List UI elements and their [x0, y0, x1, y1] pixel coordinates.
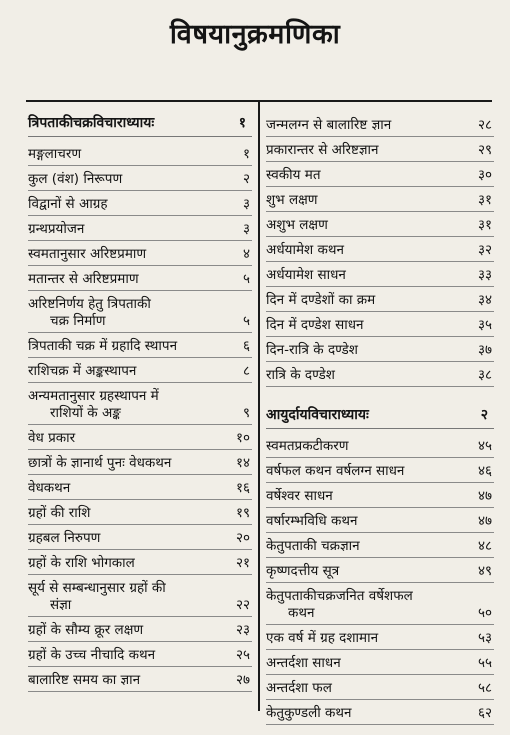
- toc-entry-title: [28, 430, 220, 447]
- toc-entry-page: १६: [235, 480, 250, 496]
- chapter-title: त्रिपताकीचक्रविचाराध्यायः: [28, 115, 155, 131]
- toc-entry-page: ५: [242, 271, 250, 287]
- toc-entry-page: ६२: [477, 705, 492, 721]
- toc-entry-page: १४: [235, 455, 250, 471]
- toc-entry: [28, 454, 252, 475]
- toc-entry-line: कृष्णदत्तीय सूत्र: [266, 563, 340, 579]
- toc-entry-title: [266, 438, 462, 455]
- toc-entry-title: [28, 221, 220, 238]
- toc-entry: [28, 270, 252, 291]
- toc-entry-page: २५: [235, 647, 250, 663]
- toc-entry-page: ३५: [477, 317, 492, 333]
- toc-entry: [28, 554, 252, 575]
- toc-entry-page: २९: [477, 142, 492, 158]
- toc-entry: [28, 579, 252, 617]
- toc-entry-line: ग्रन्थप्रयोजन: [28, 221, 85, 237]
- toc-entry-line: ग्रहों की राशि: [28, 505, 91, 521]
- toc-entry-line: अर्धयामेश कथन: [266, 242, 344, 258]
- toc-entry: [266, 487, 494, 508]
- toc-entry: [28, 429, 252, 450]
- toc-entry-page: ३२: [477, 242, 492, 258]
- toc-entry-page: २: [242, 171, 250, 187]
- toc-entry-page: ५: [242, 313, 250, 329]
- toc-entry-title: [28, 480, 220, 497]
- toc-entry-page: १: [242, 146, 250, 162]
- toc-entry-page: ९: [242, 405, 250, 421]
- toc-entry-page: २२: [235, 597, 250, 613]
- toc-entry: [28, 646, 252, 667]
- toc-entry-title: [266, 167, 462, 184]
- toc-entry-title: [266, 513, 462, 530]
- toc-entry-title: [28, 455, 220, 472]
- toc-entry-page: ३०: [477, 167, 492, 183]
- toc-entry-page: ३: [242, 196, 250, 212]
- toc-entry-line: केतुकुण्डली कथन: [266, 705, 352, 721]
- toc-entry-title: [266, 488, 462, 505]
- toc-entry-title: [28, 647, 220, 664]
- toc-entry-line: केतुपताकी चक्रज्ञान: [266, 538, 360, 554]
- toc-entry: [266, 512, 494, 533]
- toc-entry-line: वेधकथन: [28, 480, 71, 496]
- toc-entry-title: [266, 317, 462, 334]
- toc-entry: [28, 479, 252, 500]
- toc-entry-line: बालारिष्ट समय का ज्ञान: [28, 672, 141, 688]
- toc-entry: [266, 654, 494, 675]
- toc-entry: [266, 587, 494, 625]
- toc-entry-page: ३१: [477, 192, 492, 208]
- toc-entry-line-continued: राशियों के अङ्क: [50, 405, 121, 421]
- chapter-number: २: [480, 407, 488, 423]
- toc-entry-page: २३: [235, 622, 250, 638]
- toc-entry: [28, 529, 252, 550]
- toc-entry-page: ३१: [477, 217, 492, 233]
- toc-entry: [266, 437, 494, 458]
- toc-entry-title: [28, 338, 220, 355]
- toc-entry-line: ग्रहों के राशि भोगकाल: [28, 555, 135, 571]
- toc-entry-line: स्वमतप्रकटीकरण: [266, 438, 349, 454]
- toc-entry-title: [266, 563, 462, 580]
- toc-entry: [266, 629, 494, 650]
- toc-entry-line: स्वकीय मत: [266, 167, 321, 183]
- toc-entry-title: [28, 580, 220, 614]
- toc-entry-page: ८: [242, 363, 250, 379]
- right-entry-list-a: [266, 116, 494, 387]
- toc-entry-page: १९: [235, 505, 250, 521]
- toc-entry-page: २१: [235, 555, 250, 571]
- toc-entry-page: ४९: [477, 563, 492, 579]
- toc-entry-line: त्रिपताकी चक्र में ग्रहादि स्थापन: [28, 338, 178, 354]
- toc-entry-line-continued: चक्र निर्माण: [50, 313, 106, 329]
- toc-entry-line: वर्षेश्वर साधन: [266, 488, 333, 504]
- toc-entry-page: ५५: [477, 655, 492, 671]
- toc-entry-page: २८: [477, 117, 492, 133]
- toc-entry-title: [266, 630, 462, 647]
- toc-entry-page: ४६: [477, 463, 492, 479]
- toc-entry-title: [266, 538, 462, 555]
- toc-entry-title: [28, 246, 220, 263]
- toc-entry-line: अन्यमतानुसार ग्रहस्थापन में: [28, 388, 159, 404]
- toc-entry-title: [28, 672, 220, 689]
- toc-entry: [28, 621, 252, 642]
- left-entry-list: [28, 145, 252, 692]
- toc-entry-title: [28, 388, 220, 422]
- toc-entry-title: [266, 680, 462, 697]
- right-column: [266, 116, 494, 729]
- toc-entry-line: छात्रों के ज्ञानार्थ पुनः वेधकथन: [28, 455, 172, 471]
- toc-entry-title: [28, 555, 220, 572]
- toc-entry-line: अन्तर्दशा साधन: [266, 655, 341, 671]
- toc-entry: [28, 170, 252, 191]
- toc-entry-title: [28, 505, 220, 522]
- toc-entry: [28, 220, 252, 241]
- toc-entry-line: अशुभ लक्षण: [266, 217, 328, 233]
- toc-entry: [28, 387, 252, 425]
- toc-entry-line-continued: कथन: [288, 605, 315, 621]
- toc-entry-title: [28, 146, 220, 163]
- toc-entry: [266, 166, 494, 187]
- toc-entry-title: [28, 171, 220, 188]
- toc-entry-line: मङ्गलाचरण: [28, 146, 82, 162]
- toc-entry-page: ४७: [477, 488, 492, 504]
- right-entry-list-b: [266, 437, 494, 725]
- toc-entry-title: [266, 267, 462, 284]
- toc-entry-page: ३७: [477, 342, 492, 358]
- toc-entry-line-continued: संज्ञा: [50, 597, 72, 613]
- toc-entry-page: ३३: [477, 267, 492, 283]
- toc-entry-page: ५०: [477, 605, 492, 621]
- toc-entry-line: दिन-रात्रि के दण्डेश: [266, 342, 358, 358]
- toc-entry-title: [28, 622, 220, 639]
- toc-entry: [266, 116, 494, 137]
- toc-entry-line: वर्षफल कथन वर्षलग्न साधन: [266, 463, 405, 479]
- toc-entry-page: २७: [235, 672, 250, 688]
- toc-entry-line: एक वर्ष में ग्रह दशामान: [266, 630, 379, 646]
- toc-entry-title: [266, 342, 462, 359]
- toc-entry-page: ५८: [477, 680, 492, 696]
- toc-entry-page: ४५: [477, 438, 492, 454]
- toc-entry-line: ग्रहों के उच्च नीचादि कथन: [28, 647, 156, 663]
- toc-entry-line: अर्धयामेश साधन: [266, 267, 346, 283]
- toc-entry: [28, 295, 252, 333]
- toc-entry-title: [28, 196, 220, 213]
- toc-entry-title: [28, 363, 220, 380]
- toc-entry-title: [266, 217, 462, 234]
- toc-entry-line: केतुपताकीचक्रजनित वर्षेशफल: [266, 588, 413, 604]
- toc-entry: [266, 562, 494, 583]
- toc-entry-line: सूर्य से सम्बन्धानुसार ग्रहों की: [28, 580, 166, 596]
- toc-entry-line: रात्रि के दण्डेश: [266, 367, 335, 383]
- chapter-number: १: [238, 115, 246, 131]
- toc-entry: [266, 704, 494, 725]
- toc-entry: [266, 141, 494, 162]
- toc-entry: [266, 291, 494, 312]
- toc-entry: [28, 145, 252, 166]
- toc-entry-title: [266, 588, 462, 622]
- toc-entry-title: [28, 271, 220, 288]
- chapter-heading-2: [266, 405, 494, 429]
- toc-entry-page: ४: [242, 246, 250, 262]
- toc-entry-page: १०: [235, 430, 250, 446]
- toc-entry-line: कुल (वंश) निरूपण: [28, 171, 123, 187]
- toc-entry-title: [266, 367, 462, 384]
- toc-entry: [266, 537, 494, 558]
- toc-entry-title: [28, 530, 220, 547]
- toc-entry-line: विद्वानों से आग्रह: [28, 196, 108, 212]
- toc-entry-line: मतान्तर से अरिष्टप्रमाण: [28, 271, 139, 287]
- toc-entry: [266, 679, 494, 700]
- toc-entry: [28, 245, 252, 266]
- toc-entry-title: [266, 192, 462, 209]
- toc-entry: [266, 191, 494, 212]
- toc-entry-title: [28, 296, 220, 330]
- toc-entry: [266, 366, 494, 387]
- page-title: विषयानुक्रमणिका: [169, 19, 341, 50]
- toc-entry-title: [266, 142, 462, 159]
- toc-entry-title: [266, 655, 462, 672]
- toc-entry-line: दिन में दण्डेश साधन: [266, 317, 364, 333]
- toc-entry: [28, 671, 252, 692]
- toc-entry-line: वेध प्रकार: [28, 430, 76, 446]
- toc-entry-line: दिन में दण्डेशों का क्रम: [266, 292, 376, 308]
- toc-entry: [28, 362, 252, 383]
- toc-entry: [266, 341, 494, 362]
- toc-entry-page: ४७: [477, 513, 492, 529]
- toc-entry-page: २०: [235, 530, 250, 546]
- toc-entry: [266, 216, 494, 237]
- toc-entry-page: ५३: [477, 630, 492, 646]
- toc-entry: [28, 504, 252, 525]
- toc-entry-line: वर्षारम्भविधि कथन: [266, 513, 358, 529]
- toc-entry-title: [266, 463, 462, 480]
- column-divider: [258, 101, 260, 711]
- toc-entry: [266, 266, 494, 287]
- toc-entry-page: ६: [242, 338, 250, 354]
- toc-entry-line: ग्रहबल निरुपण: [28, 530, 101, 546]
- toc-entry: [266, 241, 494, 262]
- toc-entry: [266, 316, 494, 337]
- toc-entry: [266, 462, 494, 483]
- toc-entry-line: राशिचक्र में अङ्कस्थापन: [28, 363, 137, 379]
- toc-entry-line: स्वमतानुसार अरिष्टप्रमाण: [28, 246, 147, 262]
- toc-entry-title: [266, 292, 462, 309]
- toc-entry-title: [266, 242, 462, 259]
- toc-entry-page: ४८: [477, 538, 492, 554]
- toc-entry-line: जन्मलग्न से बालारिष्ट ज्ञान: [266, 117, 392, 133]
- toc-entry-line: प्रकारान्तर से अरिष्टज्ञान: [266, 142, 379, 158]
- toc-entry-line: शुभ लक्षण: [266, 192, 318, 208]
- toc-entry-line: अरिष्टनिर्णय हेतु त्रिपताकी: [28, 296, 151, 312]
- toc-entry-line: ग्रहों के सौम्य क्रूर लक्षण: [28, 622, 144, 638]
- left-column: [28, 113, 252, 696]
- toc-entry: [28, 337, 252, 358]
- toc-entry-page: ३: [242, 221, 250, 237]
- toc-entry-title: [266, 117, 462, 134]
- toc-entry-title: [266, 705, 462, 722]
- chapter-heading-1: [28, 113, 252, 137]
- toc-entry-page: ३८: [477, 367, 492, 383]
- chapter-title: आयुर्दायविचाराध्यायः: [266, 407, 369, 423]
- toc-entry: [28, 195, 252, 216]
- toc-entry-page: ३४: [477, 292, 492, 308]
- toc-entry-line: अन्तर्दशा फल: [266, 680, 332, 696]
